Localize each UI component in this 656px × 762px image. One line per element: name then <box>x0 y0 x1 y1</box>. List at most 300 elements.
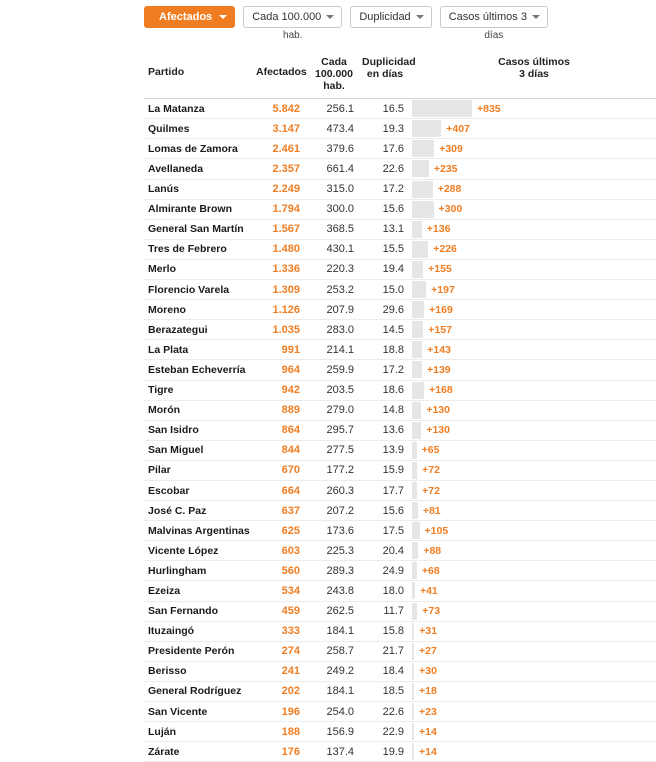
bar-value-label: +136 <box>426 223 451 236</box>
cell-partido: José C. Paz <box>148 504 207 517</box>
table-row[interactable] <box>144 441 656 461</box>
cell-duplicidad: 22.6 <box>382 705 404 718</box>
chevron-down-icon <box>532 15 540 19</box>
bar-track <box>412 501 656 520</box>
table-row[interactable] <box>144 300 656 320</box>
cell-partido: Lanús <box>148 183 179 196</box>
bar <box>412 160 429 177</box>
cell-casos-ultimos <box>412 461 656 480</box>
cell-cada-100000: 184.1 <box>326 685 354 698</box>
cell-cada-100000: 184.1 <box>326 625 354 638</box>
cell-casos-ultimos <box>412 159 656 178</box>
metric-select-label: Afectados <box>159 11 213 23</box>
cell-cada-100000: 256.1 <box>326 102 354 115</box>
cell-duplicidad: 13.6 <box>382 424 404 437</box>
cell-casos-ultimos <box>412 421 656 440</box>
cell-duplicidad: 21.7 <box>382 645 404 658</box>
cell-afectados: 274 <box>281 645 300 658</box>
bar <box>412 422 421 439</box>
bar-track <box>412 260 656 279</box>
cell-partido: Merlo <box>148 263 177 276</box>
filter-toolbar <box>144 6 548 41</box>
bar <box>412 341 422 358</box>
bar <box>412 301 424 318</box>
cell-duplicidad: 15.5 <box>382 243 404 256</box>
cell-casos-ultimos <box>412 742 656 761</box>
bar <box>412 542 418 559</box>
bar <box>412 502 418 519</box>
table-header-row <box>144 52 656 99</box>
bar <box>412 683 414 700</box>
cell-afectados: 3.147 <box>272 122 300 135</box>
table-row[interactable] <box>144 521 656 541</box>
cell-casos-ultimos <box>412 280 656 299</box>
bar <box>412 723 414 740</box>
table-row[interactable] <box>144 200 656 220</box>
cell-cada-100000: 220.3 <box>326 263 354 276</box>
cell-afectados: 459 <box>281 605 300 618</box>
bar <box>412 201 434 218</box>
cell-casos-ultimos <box>412 119 656 138</box>
cell-casos-ultimos <box>412 340 656 359</box>
partidos-table <box>144 52 656 762</box>
bar-value-label: +30 <box>419 665 437 678</box>
cell-duplicidad: 11.7 <box>383 605 404 618</box>
cell-duplicidad: 17.2 <box>382 183 404 196</box>
cell-cada-100000: 289.3 <box>326 564 354 577</box>
cell-casos-ultimos <box>412 99 656 118</box>
cell-partido: Escobar <box>148 484 190 497</box>
cell-cada-100000: 661.4 <box>326 163 354 176</box>
bar-value-label: +169 <box>429 303 453 316</box>
recent-cases-select-sublabel: días <box>484 30 504 41</box>
bar-value-label: +197 <box>431 283 455 296</box>
bar-value-label: +41 <box>419 584 438 597</box>
bar <box>412 442 417 459</box>
table-row[interactable] <box>144 340 656 360</box>
cell-afectados: 560 <box>281 564 300 577</box>
cell-afectados: 1.480 <box>272 243 300 256</box>
bar <box>412 261 423 278</box>
bar-value-label: +139 <box>426 363 451 376</box>
table-row[interactable] <box>144 602 656 622</box>
cell-cada-100000: 300.0 <box>326 203 354 216</box>
cell-partido: Hurlingham <box>148 564 207 577</box>
cell-afectados: 333 <box>281 625 300 638</box>
cell-casos-ultimos <box>412 481 656 500</box>
bar-track <box>412 702 656 721</box>
bar-track <box>412 220 656 239</box>
cell-cada-100000: 225.3 <box>326 544 354 557</box>
bar-value-label: +14 <box>419 725 437 738</box>
table-row[interactable] <box>144 702 656 722</box>
bar-value-label: +14 <box>419 745 437 758</box>
cell-casos-ultimos <box>412 622 656 641</box>
table-row[interactable] <box>144 481 656 501</box>
bar-track <box>412 240 656 259</box>
cell-partido: Presidente Perón <box>148 645 235 658</box>
cell-cada-100000: 262.5 <box>326 605 354 618</box>
bar-value-label: +157 <box>428 323 452 336</box>
bar-track <box>412 581 656 600</box>
cell-partido: Florencio Varela <box>148 283 230 296</box>
bar-value-label: +168 <box>429 384 453 397</box>
table-row[interactable] <box>144 280 656 300</box>
cell-afectados: 1.035 <box>272 323 300 336</box>
cell-cada-100000: 315.0 <box>326 183 354 196</box>
cell-cada-100000: 137.4 <box>326 745 354 758</box>
bar-value-label: +155 <box>428 263 452 276</box>
cell-cada-100000: 277.5 <box>326 444 354 457</box>
bar <box>412 181 433 198</box>
bar-value-label: +72 <box>422 484 440 497</box>
cell-partido: Zárate <box>148 745 180 758</box>
cell-afectados: 2.357 <box>272 163 300 176</box>
rate-select-label: Cada 100.000 <box>252 11 322 23</box>
recent-cases-select-wrap <box>440 6 548 41</box>
table-row[interactable] <box>144 180 656 200</box>
cell-partido: Pilar <box>148 464 171 477</box>
cell-afectados: 196 <box>281 705 300 718</box>
cell-duplicidad: 29.6 <box>382 303 404 316</box>
cell-duplicidad: 15.8 <box>382 625 404 638</box>
table-row[interactable] <box>144 220 656 240</box>
bar-value-label: +130 <box>426 404 450 417</box>
cell-afectados: 1.567 <box>272 223 300 236</box>
cell-partido: La Matanza <box>148 102 205 115</box>
cell-cada-100000: 295.7 <box>326 424 354 437</box>
bar <box>412 361 422 378</box>
column-header-casos-ultimos <box>412 52 656 81</box>
column-header-partido: Partido <box>148 66 185 78</box>
cell-cada-100000: 260.3 <box>326 484 354 497</box>
cell-cada-100000: 173.6 <box>326 524 354 537</box>
table-row[interactable] <box>144 642 656 662</box>
bar <box>412 382 424 399</box>
bar-value-label: +18 <box>419 685 437 698</box>
cell-casos-ultimos <box>412 220 656 239</box>
cell-cada-100000: 249.2 <box>326 665 354 678</box>
cell-partido: Tigre <box>148 384 174 397</box>
table-row[interactable] <box>144 320 656 340</box>
duplicity-select-label: Duplicidad <box>359 11 411 23</box>
cell-casos-ultimos <box>412 360 656 379</box>
bar <box>412 643 414 660</box>
table-row[interactable] <box>144 139 656 159</box>
cell-afectados: 2.461 <box>272 142 300 155</box>
column-header-casos-main: Casos últimos <box>498 56 570 68</box>
cell-duplicidad: 14.5 <box>382 323 404 336</box>
cell-cada-100000: 473.4 <box>326 122 354 135</box>
cell-duplicidad: 18.0 <box>382 584 404 597</box>
bar-value-label: +31 <box>419 625 438 638</box>
cell-cada-100000: 430.1 <box>326 243 354 256</box>
bar <box>412 321 423 338</box>
cell-cada-100000: 283.0 <box>326 323 354 336</box>
cell-casos-ultimos <box>412 300 656 319</box>
cell-partido: San Vicente <box>148 705 208 718</box>
cell-casos-ultimos <box>412 320 656 339</box>
cell-casos-ultimos <box>412 180 656 199</box>
cell-cada-100000: 379.6 <box>326 142 354 155</box>
cell-duplicidad: 15.9 <box>382 464 404 477</box>
bar-value-label: +407 <box>446 122 470 135</box>
table-row[interactable] <box>144 421 656 441</box>
cell-afectados: 176 <box>281 745 300 758</box>
bar-value-label: +23 <box>419 705 437 718</box>
chevron-down-icon <box>219 15 227 19</box>
cell-duplicidad: 20.4 <box>382 544 404 557</box>
bar-value-label: +309 <box>439 142 463 155</box>
cell-afectados: 603 <box>281 544 300 557</box>
table-row[interactable] <box>144 159 656 179</box>
cell-cada-100000: 214.1 <box>326 343 354 356</box>
cell-afectados: 670 <box>281 464 300 477</box>
cell-partido: Berisso <box>148 665 187 678</box>
metric-select[interactable] <box>144 6 235 28</box>
bar-track <box>412 139 656 158</box>
cell-cada-100000: 156.9 <box>326 725 354 738</box>
table-row[interactable] <box>144 561 656 581</box>
bar-value-label: +68 <box>421 564 440 577</box>
cell-afectados: 864 <box>281 424 300 437</box>
cell-casos-ultimos <box>412 441 656 460</box>
bar-track <box>412 300 656 319</box>
bar-value-label: +130 <box>426 424 450 437</box>
bar <box>412 663 414 680</box>
bar <box>412 703 414 720</box>
bar-track <box>412 622 656 641</box>
cell-afectados: 1.126 <box>272 303 300 316</box>
cell-casos-ultimos <box>412 581 656 600</box>
cell-partido: Malvinas Argentinas <box>148 524 250 537</box>
bar <box>412 140 434 157</box>
bar-value-label: +835 <box>477 102 501 115</box>
chevron-down-icon <box>416 15 424 19</box>
cell-partido: General San Martín <box>148 223 244 236</box>
table-row[interactable] <box>144 742 656 762</box>
bar-track <box>412 742 656 761</box>
bar-value-label: +288 <box>437 183 462 196</box>
cell-casos-ultimos <box>412 702 656 721</box>
metric-select-wrap <box>144 6 235 28</box>
bar <box>412 582 415 599</box>
bar-track <box>412 200 656 219</box>
cell-afectados: 5.842 <box>272 102 300 115</box>
bar <box>412 120 441 137</box>
rate-select-wrap <box>243 6 342 41</box>
cell-afectados: 942 <box>281 384 300 397</box>
bar-track <box>412 360 656 379</box>
bar-track <box>412 722 656 741</box>
cell-afectados: 1.794 <box>272 203 300 216</box>
cell-partido: Avellaneda <box>148 163 204 176</box>
cell-partido: Esteban Echeverría <box>148 363 246 376</box>
bar-track <box>412 99 656 118</box>
cell-partido: Luján <box>148 725 176 738</box>
table-row[interactable] <box>144 541 656 561</box>
cell-duplicidad: 17.6 <box>382 142 404 155</box>
table-row[interactable] <box>144 381 656 401</box>
cell-duplicidad: 22.9 <box>382 725 404 738</box>
cell-cada-100000: 207.2 <box>326 504 354 517</box>
cell-afectados: 889 <box>281 404 300 417</box>
bar-track <box>412 561 656 580</box>
table-row[interactable] <box>144 99 656 119</box>
cell-cada-100000: 177.2 <box>326 464 354 477</box>
cell-duplicidad: 15.6 <box>382 504 404 517</box>
recent-cases-select[interactable] <box>440 6 548 28</box>
bar <box>412 603 417 620</box>
cell-afectados: 202 <box>281 685 300 698</box>
cell-cada-100000: 254.0 <box>326 705 354 718</box>
cell-afectados: 844 <box>281 444 300 457</box>
cell-duplicidad: 19.4 <box>382 263 404 276</box>
cell-casos-ultimos <box>412 381 656 400</box>
cell-casos-ultimos <box>412 602 656 621</box>
cell-casos-ultimos <box>412 501 656 520</box>
cell-partido: La Plata <box>148 343 189 356</box>
bar <box>412 281 426 298</box>
cell-afectados: 637 <box>281 504 300 517</box>
table-row[interactable] <box>144 240 656 260</box>
table-row[interactable] <box>144 722 656 742</box>
cell-casos-ultimos <box>412 200 656 219</box>
bar-value-label: +65 <box>421 444 440 457</box>
cell-duplicidad: 18.5 <box>382 685 404 698</box>
cell-duplicidad: 18.8 <box>382 343 404 356</box>
cell-duplicidad: 18.6 <box>382 384 404 397</box>
bar-track <box>412 159 656 178</box>
cell-partido: General Rodríguez <box>148 685 242 698</box>
table-row[interactable] <box>144 622 656 642</box>
cell-cada-100000: 243.8 <box>326 584 354 597</box>
bar-value-label: +27 <box>419 645 437 658</box>
bar-track <box>412 662 656 681</box>
cell-duplicidad: 15.6 <box>382 203 404 216</box>
rate-select[interactable] <box>243 6 342 28</box>
bar <box>412 623 414 640</box>
table-row[interactable] <box>144 461 656 481</box>
cell-duplicidad: 17.5 <box>382 524 404 537</box>
cell-partido: Berazategui <box>148 323 208 336</box>
bar-track <box>412 602 656 621</box>
cell-partido: Vicente López <box>148 544 219 557</box>
bar-track <box>412 461 656 480</box>
bar <box>412 402 421 419</box>
table-row[interactable] <box>144 260 656 280</box>
bar-value-label: +88 <box>423 544 442 557</box>
bar-track <box>412 340 656 359</box>
table-row[interactable] <box>144 401 656 421</box>
cell-cada-100000: 279.0 <box>326 404 354 417</box>
cell-afectados: 625 <box>281 524 300 537</box>
cell-duplicidad: 19.9 <box>382 745 404 758</box>
cell-partido: Ezeiza <box>148 584 181 597</box>
cell-duplicidad: 24.9 <box>382 564 404 577</box>
cell-cada-100000: 207.9 <box>326 303 354 316</box>
cell-duplicidad: 16.5 <box>382 102 404 115</box>
cell-afectados: 964 <box>281 363 300 376</box>
cell-afectados: 241 <box>281 665 300 678</box>
cell-duplicidad: 14.8 <box>382 404 404 417</box>
bar-track <box>412 401 656 420</box>
cell-duplicidad: 15.0 <box>382 283 404 296</box>
bar-track <box>412 280 656 299</box>
cell-casos-ultimos <box>412 682 656 701</box>
cell-afectados: 1.309 <box>272 283 300 296</box>
bar-value-label: +105 <box>424 524 449 537</box>
bar-track <box>412 320 656 339</box>
bar <box>412 562 417 579</box>
cell-afectados: 188 <box>281 725 300 738</box>
table-row[interactable] <box>144 682 656 702</box>
cell-casos-ultimos <box>412 722 656 741</box>
bar <box>412 100 472 117</box>
bar <box>412 462 417 479</box>
bar-value-label: +300 <box>438 203 463 216</box>
bar <box>412 241 428 258</box>
table-body <box>144 99 656 762</box>
cell-afectados: 991 <box>281 343 300 356</box>
cell-afectados: 664 <box>281 484 300 497</box>
cell-partido: San Miguel <box>148 444 204 457</box>
cell-casos-ultimos <box>412 662 656 681</box>
cell-partido: Lomas de Zamora <box>148 142 238 155</box>
cell-casos-ultimos <box>412 541 656 560</box>
cell-casos-ultimos <box>412 401 656 420</box>
table-row[interactable] <box>144 501 656 521</box>
table-row[interactable] <box>144 119 656 139</box>
recent-cases-select-label: Casos últimos 3 <box>448 11 527 23</box>
bar-track <box>412 180 656 199</box>
cell-partido: Moreno <box>148 303 186 316</box>
bar-value-label: +143 <box>427 343 451 356</box>
column-header-afectados: Afectados <box>256 66 307 78</box>
bar-value-label: +72 <box>422 464 440 477</box>
duplicity-select[interactable] <box>350 6 431 28</box>
bar-track <box>412 481 656 500</box>
bar-track <box>412 381 656 400</box>
bar <box>412 522 420 539</box>
cell-duplicidad: 13.9 <box>382 444 404 457</box>
bar-track <box>412 421 656 440</box>
cell-casos-ultimos <box>412 139 656 158</box>
cell-afectados: 534 <box>281 584 300 597</box>
cell-casos-ultimos <box>412 642 656 661</box>
chevron-down-icon <box>326 15 334 19</box>
column-header-casos-sub: 3 días <box>519 68 549 81</box>
bar <box>412 221 422 238</box>
bar-track <box>412 541 656 560</box>
cell-cada-100000: 203.5 <box>326 384 354 397</box>
cell-casos-ultimos <box>412 260 656 279</box>
cell-casos-ultimos <box>412 561 656 580</box>
cell-partido: San Isidro <box>148 424 199 437</box>
bar-value-label: +235 <box>433 163 458 176</box>
bar-value-label: +73 <box>422 605 441 618</box>
bar <box>412 482 417 499</box>
table-row[interactable] <box>144 581 656 601</box>
cell-duplicidad: 18.4 <box>382 665 404 678</box>
cell-partido: Quilmes <box>148 122 190 135</box>
cell-cada-100000: 259.9 <box>326 363 354 376</box>
cell-afectados: 2.249 <box>272 183 300 196</box>
cell-cada-100000: 253.2 <box>326 283 354 296</box>
table-row[interactable] <box>144 662 656 682</box>
table-row[interactable] <box>144 360 656 380</box>
cell-partido: Tres de Febrero <box>148 243 227 256</box>
